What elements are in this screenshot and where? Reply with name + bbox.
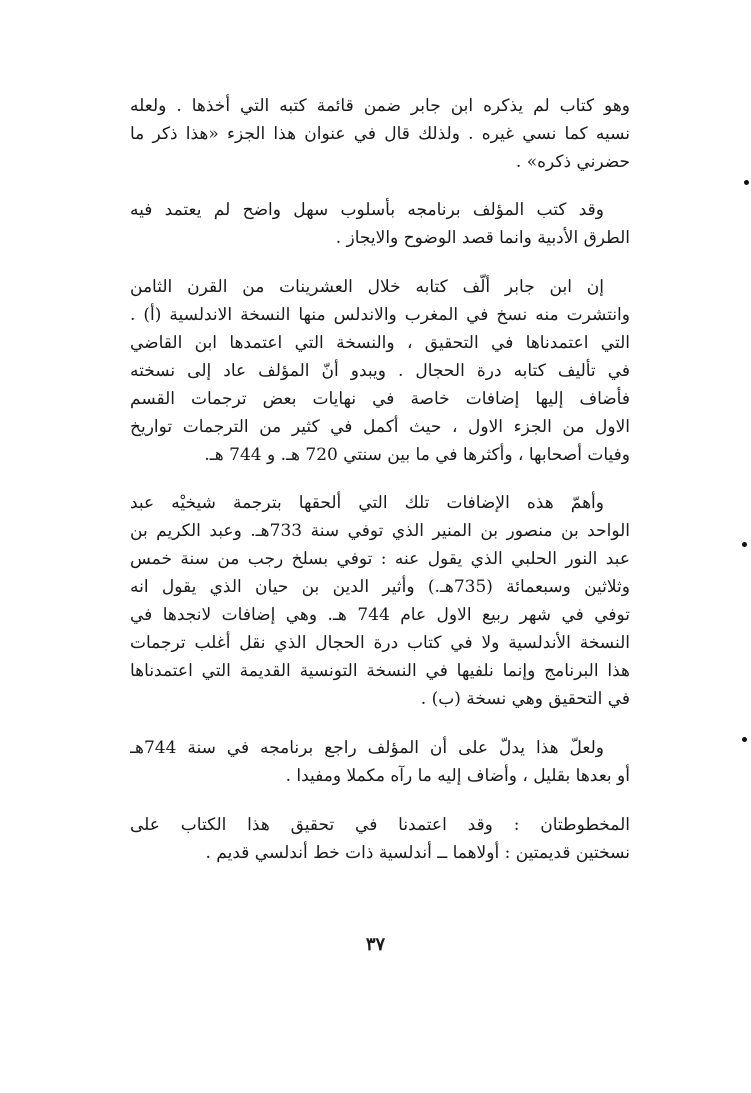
paragraph-5: [130, 734, 630, 790]
text-line: الطرق الأدبية وانما قصد الوضوح والايجاز .: [335, 228, 630, 248]
paragraph-4: [130, 489, 630, 713]
text-line: وثلاثين وسبعمائة (735هـ.) وأثير الدين بن حيان الذي يقول انه: [130, 577, 630, 597]
text-line: أو بعدها بقليل ، وأضاف إليه ما رآه مكملا ومفيدا .: [285, 766, 630, 786]
text-line: حضرني ذكره» .: [515, 152, 630, 172]
text-line: وهو كتاب لم يذكره ابن جابر ضمن قائمة كتبه التي أخذها . ولعله: [130, 96, 630, 116]
margin-dot: [744, 180, 749, 185]
text-line: في تأليف كتابه درة الحجال . ويبدو أنّ المؤلف عاد إلى نسخته: [130, 361, 630, 381]
text-line: هذا البرنامج وإنما نلفيها في النسخة التونسية القديمة التي اعتمدناها: [130, 661, 630, 681]
text-line: ولعلّ هذا يدلّ على أن المؤلف راجع برنامجه في سنة 744هـ: [130, 738, 604, 758]
paragraph-3: [130, 273, 630, 469]
text-line: المخطوطتان : وقد اعتمدنا في تحقيق هذا الكتاب على: [130, 815, 630, 835]
page-number: ٣٧: [365, 934, 386, 955]
text-line: توفي في شهر ربيع الاول عام 744 هـ. وهي إضافات لانجدها في: [130, 605, 630, 625]
text-line: وانتشرت منه نسخ في المغرب والاندلس منها النسخة الاندلسية (أ) .: [130, 305, 630, 325]
text-line: فأضاف إليها إضافات خاصة في نهايات بعض ترجمات القسم: [130, 389, 630, 409]
text-line: التي اعتمدناها في التحقيق ، والنسخة التي اعتمدها ابن القاضي: [130, 333, 630, 353]
text-line: وفيات أصحابها ، وأكثرها في ما بين سنتي 720 هـ. و 744 هـ.: [204, 445, 630, 465]
paragraph-2: [130, 196, 630, 252]
paragraph-1: [130, 92, 630, 176]
text-line: وأهمّ هذه الإضافات تلك التي ألحقها بترجمة شيخيْه عبد: [130, 493, 604, 513]
margin-dot: [742, 542, 747, 547]
text-line: في التحقيق وهي نسخة (ب) .: [420, 689, 630, 709]
text-line: النسخة الأندلسية ولا في كتاب درة الحجال الذي نقل أغلب ترجمات: [130, 633, 630, 653]
text-line: الاول من الجزء الاول ، حيث أكمل في كثير من الترجمات تواريخ: [130, 417, 630, 437]
paragraph-6: [130, 811, 630, 867]
page-body: [130, 92, 630, 867]
text-line: وقد كتب المؤلف برنامجه بأسلوب سهل واضح لم يعتمد فيه: [130, 200, 604, 220]
text-line: عبد النور الحلبي الذي يقول عنه : توفي بسلخ رجب من سنة خمس: [130, 549, 630, 569]
text-line: إن ابن جابر ألّف كتابه خلال العشرينات من القرن الثامن: [130, 277, 604, 297]
text-line: الواحد بن منصور بن المنير الذي توفي سنة 733هـ. وعبد الكريم بن: [130, 521, 630, 541]
text-line: نسيه كما نسي غيره . ولذلك قال في عنوان هذا الجزء «هذا ذكر ما: [130, 124, 630, 144]
margin-dot: [742, 737, 747, 742]
text-line: نسختين قديمتين : أولاهما ــ أندلسية ذات خط أندلسي قديم .: [205, 843, 630, 863]
